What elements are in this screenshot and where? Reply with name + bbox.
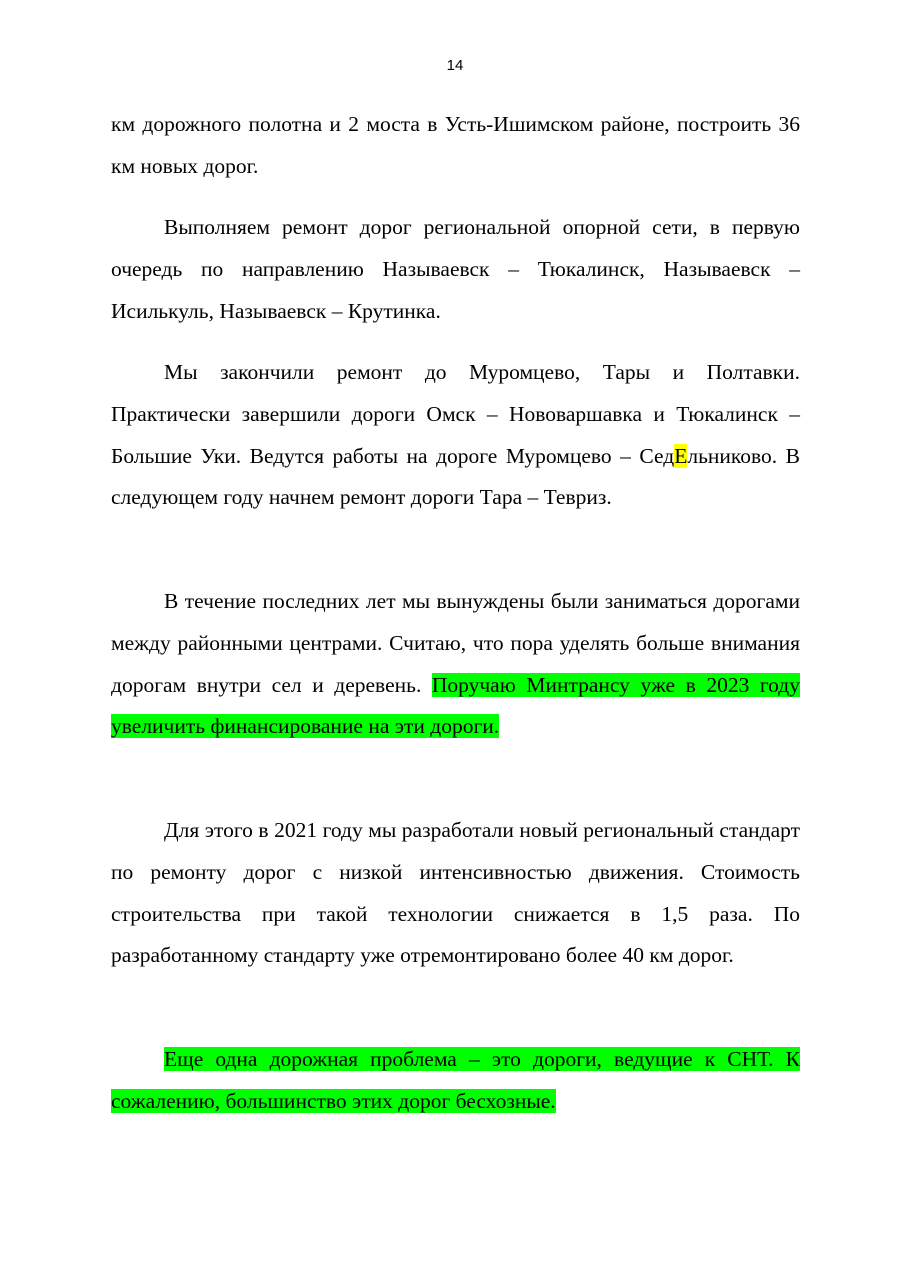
highlighted-instruction: Поручаю Минтрансу уже в 2023 году увеличить финансирование на эти дороги. [111, 672, 800, 739]
paragraph-regional-roads: Выполняем ремонт дорог региональной опорной сети, в первую очередь по направлению Называевск – Тюкалинск, Называевск – Исилькуль, Называевск – Крутинка. [111, 215, 800, 323]
paragraph-text: Мы закончили ремонт до Муромцево, Тары и Полтавки. Практически завершили дороги Омск – Нововаршавка и Тюкалинск – Большие Уки. Ведутся работы на дороге Муромцево – Сед [111, 360, 800, 468]
paragraph-text: льниково. В следующем году начнем ремонт дороги Тара – Тевриз. [111, 443, 800, 510]
paragraph-completed-repairs [111, 352, 800, 519]
page-number: 14 [446, 57, 464, 74]
paragraph-text: В течение последних лет мы вынуждены были заниматься дорогами между районными центрами. Считаю, что пора уделять больше внимания дорогам внутри сел и деревень. [111, 589, 800, 697]
paragraph-village-roads [111, 581, 800, 748]
paragraph-snt-roads [111, 1039, 800, 1123]
highlighted-letter: Е [674, 443, 688, 468]
highlighted-snt-problem: Еще одна дорожная проблема – это дороги, ведущие к СНТ. К сожалению, большинство этих дорог бесхозные. [111, 1047, 800, 1113]
paragraph-regional-standard: Для этого в 2021 году мы разработали новый региональный стандарт по ремонту дорог с низкой интенсивностью движения. Стоимость строительства при такой технологии снижается в 1,5 раза. По разработанному стандарту уже отремонтировано более 40 км дорог. [111, 818, 800, 968]
paragraph-continuation: км дорожного полотна и 2 моста в Усть-Ишимском районе, построить 36 км новых дорог. [111, 112, 800, 178]
